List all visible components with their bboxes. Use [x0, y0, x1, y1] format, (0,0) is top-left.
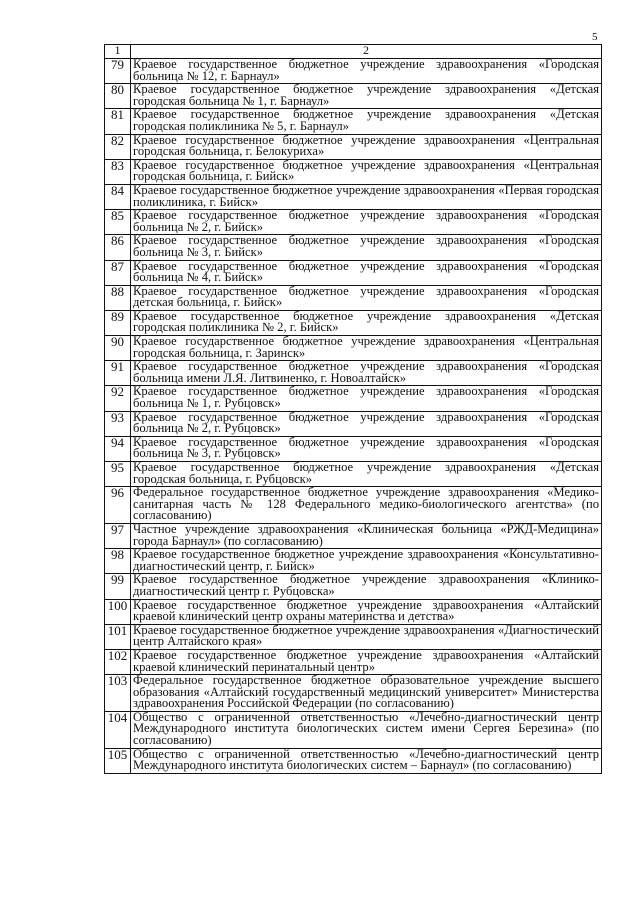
table-row — [105, 675, 602, 712]
institution-name: Краевое государственное бюджетное учреждение здравоохранения «Городская больница № 1, г. Рубцовск» — [131, 386, 602, 411]
table-row — [105, 184, 602, 209]
row-number: 105 — [105, 748, 131, 773]
table-row — [105, 159, 602, 184]
header-col-name: 2 — [131, 45, 602, 59]
table-row — [105, 649, 602, 674]
institution-name: Краевое государственное бюджетное учреждение здравоохранения «Городская больница № 3, г. Бийск» — [131, 235, 602, 260]
row-number: 83 — [105, 159, 131, 184]
institution-name: Краевое государственное бюджетное учреждение здравоохранения «Диагностический центр Алтайского края» — [131, 624, 602, 649]
institution-name: Краевое государственное бюджетное учреждение здравоохранения «Центральная городская больница, г. Белокуриха» — [131, 134, 602, 159]
institution-name: Частное учреждение здравоохранения «Клиническая больница «РЖД-Медицина» города Барнаул» (по согласованию) — [131, 523, 602, 548]
row-number: 89 — [105, 310, 131, 335]
institution-name: Краевое государственное бюджетное учреждение здравоохранения «Городская детская больница, г. Бийск» — [131, 285, 602, 310]
table-row — [105, 235, 602, 260]
row-number: 82 — [105, 134, 131, 159]
table-row — [105, 549, 602, 574]
row-number: 98 — [105, 549, 131, 574]
institution-name: Краевое государственное бюджетное учреждение здравоохранения «Алтайский краевой клинический центр охраны материнства и детства» — [131, 599, 602, 624]
table-row — [105, 462, 602, 487]
institution-name: Краевое государственное бюджетное учреждение здравоохранения «Детская городская поликлиника № 2, г. Бийск» — [131, 310, 602, 335]
table-row — [105, 84, 602, 109]
page-number: 5 — [592, 31, 598, 43]
row-number: 99 — [105, 574, 131, 599]
row-number: 85 — [105, 210, 131, 235]
institution-name: Краевое государственное бюджетное учреждение здравоохранения «Центральная городская больница, г. Бийск» — [131, 159, 602, 184]
row-number: 80 — [105, 84, 131, 109]
row-number: 90 — [105, 336, 131, 361]
table-row — [105, 487, 602, 524]
institutions-table — [104, 44, 602, 774]
row-number: 95 — [105, 462, 131, 487]
table-row — [105, 574, 602, 599]
row-number: 79 — [105, 59, 131, 84]
institution-name: Общество с ограниченной ответственностью «Лечебно-диагностический центр Международного института биологических систем имени Сергея Березина» (по согласованию) — [131, 711, 602, 748]
row-number: 104 — [105, 711, 131, 748]
row-number: 100 — [105, 599, 131, 624]
table-row — [105, 748, 602, 773]
header-col-number: 1 — [105, 45, 131, 59]
table-row — [105, 361, 602, 386]
row-number: 92 — [105, 386, 131, 411]
institution-name: Краевое государственное бюджетное учреждение здравоохранения «Консультативно-диагностический центр, г. Бийск» — [131, 549, 602, 574]
institution-name: Общество с ограниченной ответственностью «Лечебно-диагностический центр Международного института биологических систем – Барнаул» (по согласованию) — [131, 748, 602, 773]
table-row — [105, 260, 602, 285]
table-row — [105, 59, 602, 84]
table-row — [105, 624, 602, 649]
institution-name: Краевое государственное бюджетное учреждение здравоохранения «Центральная городская больница, г. Заринск» — [131, 336, 602, 361]
table-row — [105, 134, 602, 159]
table-row — [105, 411, 602, 436]
row-number: 96 — [105, 487, 131, 524]
row-number: 86 — [105, 235, 131, 260]
table-row — [105, 386, 602, 411]
table-row — [105, 436, 602, 461]
institution-name: Краевое государственное бюджетное учреждение здравоохранения «Детская городская поликлиника № 5, г. Барнаул» — [131, 109, 602, 134]
institution-name: Краевое государственное бюджетное учреждение здравоохранения «Городская больница № 2, г. Рубцовск» — [131, 411, 602, 436]
institution-name: Краевое государственное бюджетное учреждение здравоохранения «Городская больница № 12, г. Барнаул» — [131, 59, 602, 84]
institution-name: Краевое государственное бюджетное учреждение здравоохранения «Городская больница № 3, г. Рубцовск» — [131, 436, 602, 461]
institution-name: Краевое государственное бюджетное учреждение здравоохранения «Клинико-диагностический центр г. Рубцовска» — [131, 574, 602, 599]
table-row — [105, 711, 602, 748]
table-row — [105, 523, 602, 548]
table-row — [105, 285, 602, 310]
table-row — [105, 310, 602, 335]
row-number: 91 — [105, 361, 131, 386]
row-number: 93 — [105, 411, 131, 436]
row-number: 101 — [105, 624, 131, 649]
table-body — [105, 45, 602, 774]
institution-name: Краевое государственное бюджетное учреждение здравоохранения «Алтайский краевой клинический перинатальный центр» — [131, 649, 602, 674]
institution-name: Краевое государственное бюджетное учреждение здравоохранения «Городская больница № 4, г. Бийск» — [131, 260, 602, 285]
row-number: 87 — [105, 260, 131, 285]
institution-name: Краевое государственное бюджетное учреждение здравоохранения «Городская больница № 2, г. Бийск» — [131, 210, 602, 235]
institution-name: Федеральное государственное бюджетное образовательное учреждение высшего образования «Алтайский государственный медицинский университет» Министерства здравоохранения Российской Федерации (по согласованию) — [131, 675, 602, 712]
row-number: 103 — [105, 675, 131, 712]
institution-name: Краевое государственное бюджетное учреждение здравоохранения «Детская городская больница, г. Рубцовск» — [131, 462, 602, 487]
row-number: 94 — [105, 436, 131, 461]
institution-name: Краевое государственное бюджетное учреждение здравоохранения «Первая городская поликлиника, г. Бийск» — [131, 184, 602, 209]
table-row — [105, 210, 602, 235]
table-row — [105, 336, 602, 361]
row-number: 84 — [105, 184, 131, 209]
institution-name: Краевое государственное бюджетное учреждение здравоохранения «Городская больница имени Л.Я. Литвиненко, г. Новоалтайск» — [131, 361, 602, 386]
table-row — [105, 109, 602, 134]
institution-name: Федеральное государственное бюджетное учреждение здравоохранения «Медико-санитарная часть № 128 Федерального медико-биологического агентства» (по согласованию) — [131, 487, 602, 524]
row-number: 102 — [105, 649, 131, 674]
row-number: 81 — [105, 109, 131, 134]
row-number: 88 — [105, 285, 131, 310]
table-row — [105, 599, 602, 624]
row-number: 97 — [105, 523, 131, 548]
institution-name: Краевое государственное бюджетное учреждение здравоохранения «Детская городская больница № 1, г. Барнаул» — [131, 84, 602, 109]
